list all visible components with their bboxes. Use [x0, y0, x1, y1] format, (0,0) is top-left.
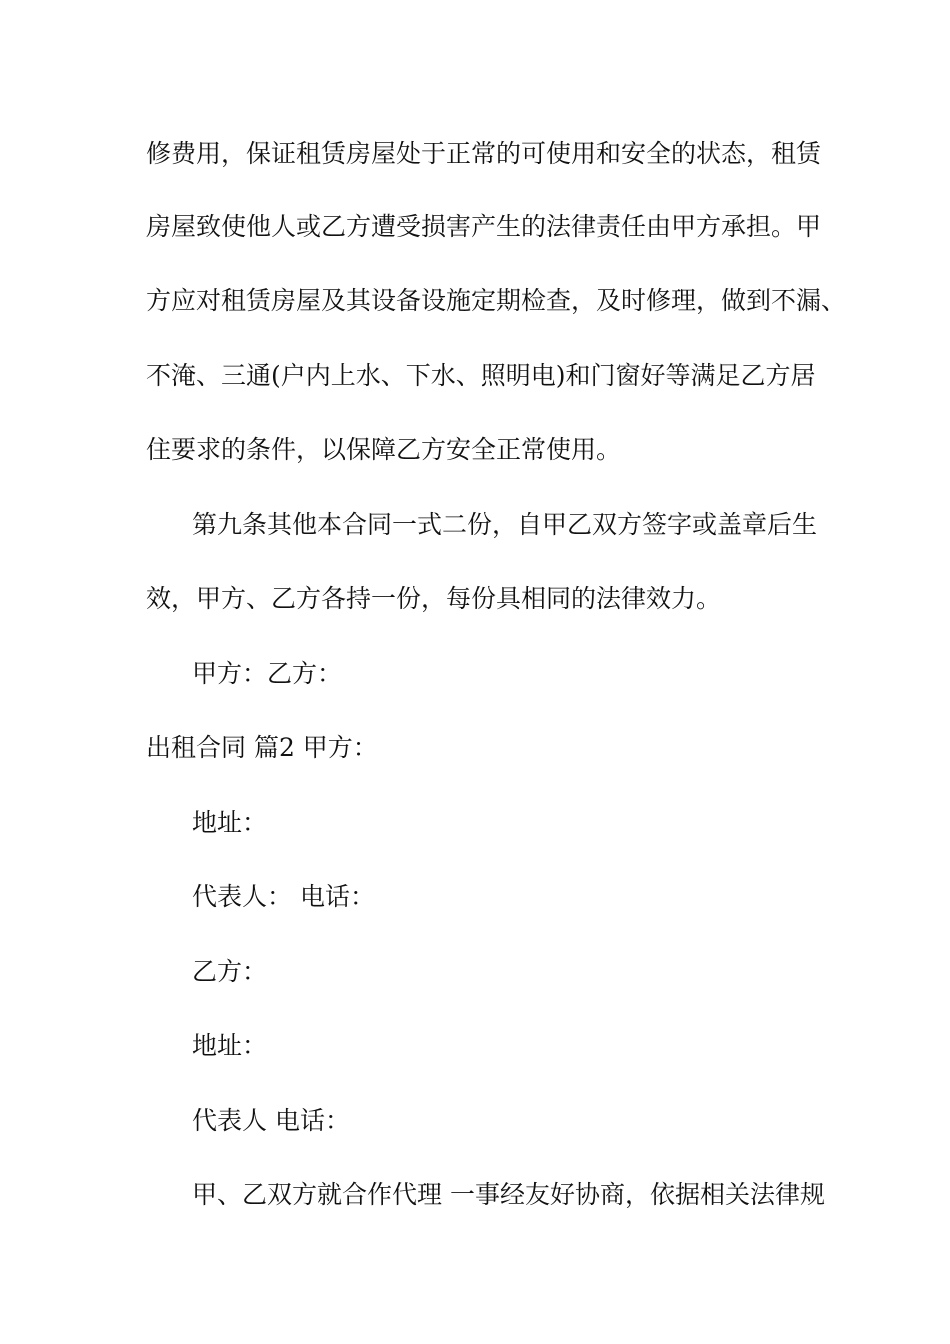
section-heading: 出租合同 篇2 甲方： [146, 733, 378, 762]
text-line-7: 效，甲方、乙方各持一份，每份具相同的法律效力。 [146, 584, 722, 613]
text-line-6: 第九条其他本合同一式二份，自甲乙双方签字或盖章后生 [192, 510, 818, 539]
agreement-line: 甲、乙双方就合作代理 一事经友好协商，依据相关法律规 [192, 1180, 825, 1209]
address-line-b: 地址： [192, 1031, 268, 1060]
text-line-4: 不淹、三通(户内上水、下水、照明电)和门窗好等满足乙方居 [146, 361, 816, 390]
text-line-5: 住要求的条件，以保障乙方安全正常使用。 [146, 435, 622, 464]
representative-line-b: 代表人 电话： [192, 1106, 350, 1135]
text-line-3: 方应对租赁房屋及其设备设施定期检查，及时修理，做到不漏、 [146, 286, 847, 315]
address-line-a: 地址： [192, 808, 268, 837]
representative-line-a: 代表人： 电话： [192, 882, 375, 911]
text-line-1: 修费用，保证租赁房屋处于正常的可使用和安全的状态，租赁 [146, 139, 822, 168]
signature-line: 甲方：乙方： [192, 659, 343, 688]
text-line-2: 房屋致使他人或乙方遭受损害产生的法律责任由甲方承担。甲 [146, 212, 822, 241]
party-b-line: 乙方： [192, 957, 268, 986]
